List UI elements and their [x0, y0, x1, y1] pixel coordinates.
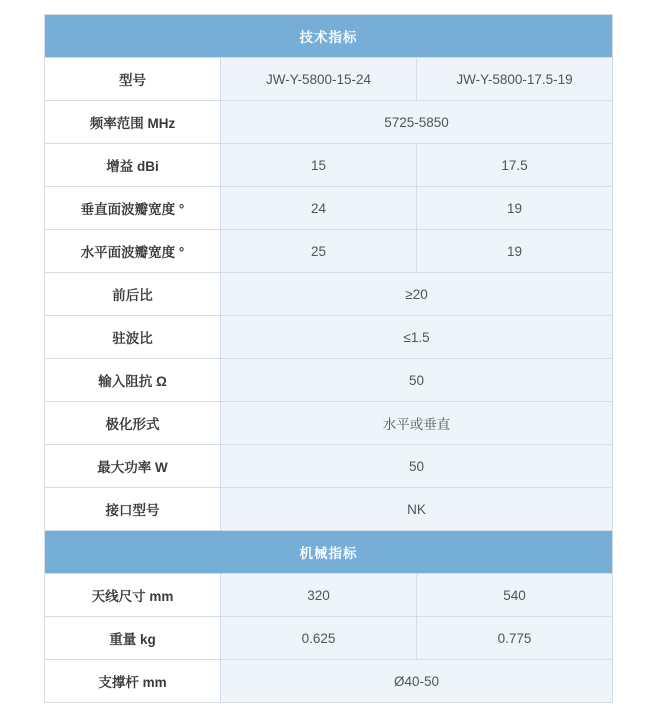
row-value-max-power: 50 [221, 445, 613, 488]
section-header-row [45, 531, 613, 574]
row-value-horizontal-beamwidth-a: 25 [221, 230, 417, 273]
table-row [45, 101, 613, 144]
row-label-connector-type: 接口型号 [45, 488, 221, 531]
row-value-gain-a: 15 [221, 144, 417, 187]
row-label-support-pole: 支撑杆 mm [45, 660, 221, 703]
section-header-row [45, 15, 613, 58]
table-row [45, 187, 613, 230]
row-value-antenna-size-b: 540 [417, 574, 613, 617]
table-row [45, 660, 613, 703]
table-row [45, 402, 613, 445]
row-value-front-to-back-ratio: ≥20 [221, 273, 613, 316]
row-value-vswr: ≤1.5 [221, 316, 613, 359]
row-value-antenna-size-a: 320 [221, 574, 417, 617]
row-value-vertical-beamwidth-b: 19 [417, 187, 613, 230]
row-value-horizontal-beamwidth-b: 19 [417, 230, 613, 273]
row-value-model-a: JW-Y-5800-15-24 [221, 58, 417, 101]
table-row [45, 144, 613, 187]
table-row [45, 574, 613, 617]
section-title-mechanical: 机械指标 [45, 531, 613, 574]
table-row [45, 316, 613, 359]
row-value-support-pole: Ø40-50 [221, 660, 613, 703]
row-label-vswr: 驻波比 [45, 316, 221, 359]
row-value-weight-b: 0.775 [417, 617, 613, 660]
section-title-technical: 技术指标 [45, 15, 613, 58]
row-label-gain: 增益 dBi [45, 144, 221, 187]
row-label-model: 型号 [45, 58, 221, 101]
row-label-max-power: 最大功率 W [45, 445, 221, 488]
table-row [45, 273, 613, 316]
row-label-vertical-beamwidth: 垂直面波瓣宽度 ° [45, 187, 221, 230]
table-row [45, 617, 613, 660]
row-label-polarization: 极化形式 [45, 402, 221, 445]
row-value-gain-b: 17.5 [417, 144, 613, 187]
row-value-polarization: 水平或垂直 [221, 402, 613, 445]
table-body [45, 15, 613, 703]
row-value-weight-a: 0.625 [221, 617, 417, 660]
row-label-weight: 重量 kg [45, 617, 221, 660]
row-label-antenna-size: 天线尺寸 mm [45, 574, 221, 617]
table-row [45, 230, 613, 273]
table-row [45, 488, 613, 531]
row-value-input-impedance: 50 [221, 359, 613, 402]
specifications-table [44, 14, 613, 703]
row-label-frequency-range: 频率范围 MHz [45, 101, 221, 144]
row-value-connector-type: NK [221, 488, 613, 531]
row-value-vertical-beamwidth-a: 24 [221, 187, 417, 230]
table-row [45, 58, 613, 101]
table-row [45, 359, 613, 402]
row-value-model-b: JW-Y-5800-17.5-19 [417, 58, 613, 101]
row-label-horizontal-beamwidth: 水平面波瓣宽度 ° [45, 230, 221, 273]
row-label-input-impedance: 输入阻抗 Ω [45, 359, 221, 402]
row-value-frequency-range: 5725-5850 [221, 101, 613, 144]
table-row [45, 445, 613, 488]
row-label-front-to-back-ratio: 前后比 [45, 273, 221, 316]
